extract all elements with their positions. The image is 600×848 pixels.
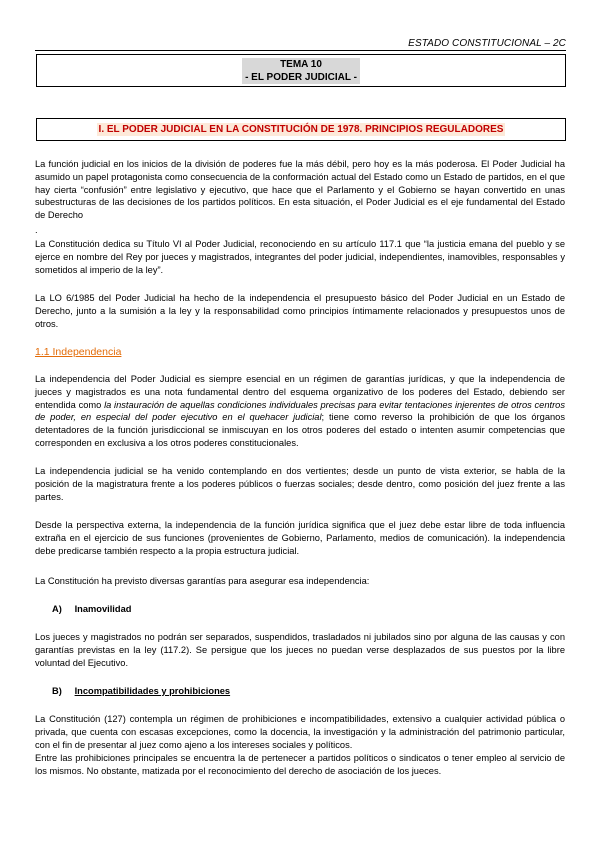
paragraph-1-dot: .: [35, 225, 38, 235]
paragraph-8: Los jueces y magistrados no podrán ser separados, suspendidos, trasladados ni jubilados sino por alguna de las causas y con garantías previstas en la ley (117.2). Se persigue que los jueces no puedan verse desplazados de sus puestos por la libre voluntad del Ejecutivo.: [35, 632, 565, 668]
title-line2: - EL PODER JUDICIAL -: [245, 72, 357, 83]
paragraph-1: La función judicial en los inicios de la división de poderes fue la más débil, pero hoy es la más poderosa. El Poder Judicial ha asumido un papel protagonista como consecuencia de la conformación actual del Estado como un Estado de partidos, en el que hay cierta “confusión” entre legislativo y ejecutivo, que hace que el Parlamento y el Gobierno se hayan convertido en unas subestructuras de las decisiones de los partidos políticos. En esta situación, el Poder Judicial es el eje fundamental del Estado de Derecho: [35, 159, 565, 221]
paragraph-7: La Constitución ha previsto diversas garantías para asegurar esa independencia:: [35, 576, 370, 586]
title-text: [242, 58, 360, 84]
item-b-label: B): [52, 686, 62, 696]
paragraph-2: La Constitución dedica su Título VI al Poder Judicial, reconociendo en su artículo 117.1 que “la justicia emana del pueblo y se ejerce en nombre del Rey por jueces y magistrados, integrantes del poder judicial, independientes, inamovibles, responsables y sometidos al imperio de la ley”.: [35, 239, 565, 275]
section-heading-box: [36, 118, 566, 141]
item-a-title: Inamovilidad: [74, 604, 132, 614]
item-a-label: A): [52, 604, 62, 614]
item-b-title: Incompatibilidades y prohibiciones: [74, 686, 231, 696]
paragraph-10: Entre las prohibiciones principales se encuentra la de pertenecer a partidos políticos o sindicatos o tener empleo al servicio de los mismos. No obstante, matizada por el reconocimiento del derecho de asociación de los jueces.: [35, 753, 565, 776]
title-line1: TEMA 10: [280, 59, 322, 70]
paragraph-5: La independencia judicial se ha venido contemplando en dos vertientes; desde un punto de vista exterior, se habla de la posición de la magistratura frente a los poderes públicos o fuerzas sociales; desde dentro, como posición del juez frente a las partes.: [35, 466, 565, 502]
section-heading: I. EL PODER JUDICIAL EN LA CONSTITUCIÓN DE 1978. PRINCIPIOS REGULADORES: [98, 124, 504, 135]
title-box: [36, 54, 566, 87]
header-rule: [35, 50, 566, 51]
item-b-heading: [52, 686, 230, 696]
paragraph-6: Desde la perspectiva externa, la independencia de la función jurídica significa que el juez debe estar libre de toda influencia extraña en el ejercicio de sus funciones (provenientes de Gobierno, Parlamento, medios de comunicación). la independencia debe predicarse también respecto a la propia estructura judicial.: [35, 520, 565, 556]
paragraph-3: La LO 6/1985 del Poder Judicial ha hecho de la independencia el presupuesto básico del Poder Judicial en un Estado de Derecho, junto a la sumisión a la ley y la responsabilidad como principios íntimamente relacionados y presupuestos unos de otros.: [35, 293, 565, 329]
paragraph-4-emphasis: la instauración de aquellas condiciones individuales precisas para evitar tentaciones injerentes de otros centros de poder, en especial del poder ejecutivo en el quehacer judicial: [35, 399, 565, 423]
paragraph-4: [35, 373, 565, 450]
paragraph-4-part-a: La independencia del Poder Judicial es siempre esencial en un régimen de garantías jurídicas, y que la independencia de jueces y magistrados es una nota fundamental dentro del esquema organizativo de los poderes del Estado, debiendo ser entendida como: [35, 374, 565, 410]
subsection-heading: 1.1 Independencia: [35, 346, 122, 358]
document-header: ESTADO CONSTITUCIONAL – 2C: [408, 38, 566, 49]
paragraph-4-part-b: ; tiene como reverso la prohibición de que los órganos detentadores de la función jurisdiccional se inmiscuyan en los otros poderes del estado o intenten asumir competencias que corresponden en exclusiva a los otros poderes constitucionales.: [35, 412, 565, 448]
item-a-heading: [52, 604, 131, 614]
paragraph-9: La Constitución (127) contempla un régimen de prohibiciones e incompatibilidades, extensivo a cualquier actividad pública o privada, que cuenta con escasas excepciones, como la docencia, la investigación y la administración del patrimonio particular, con el fin de presentar al juez como ajeno a los intereses sociales y políticos.: [35, 714, 565, 750]
